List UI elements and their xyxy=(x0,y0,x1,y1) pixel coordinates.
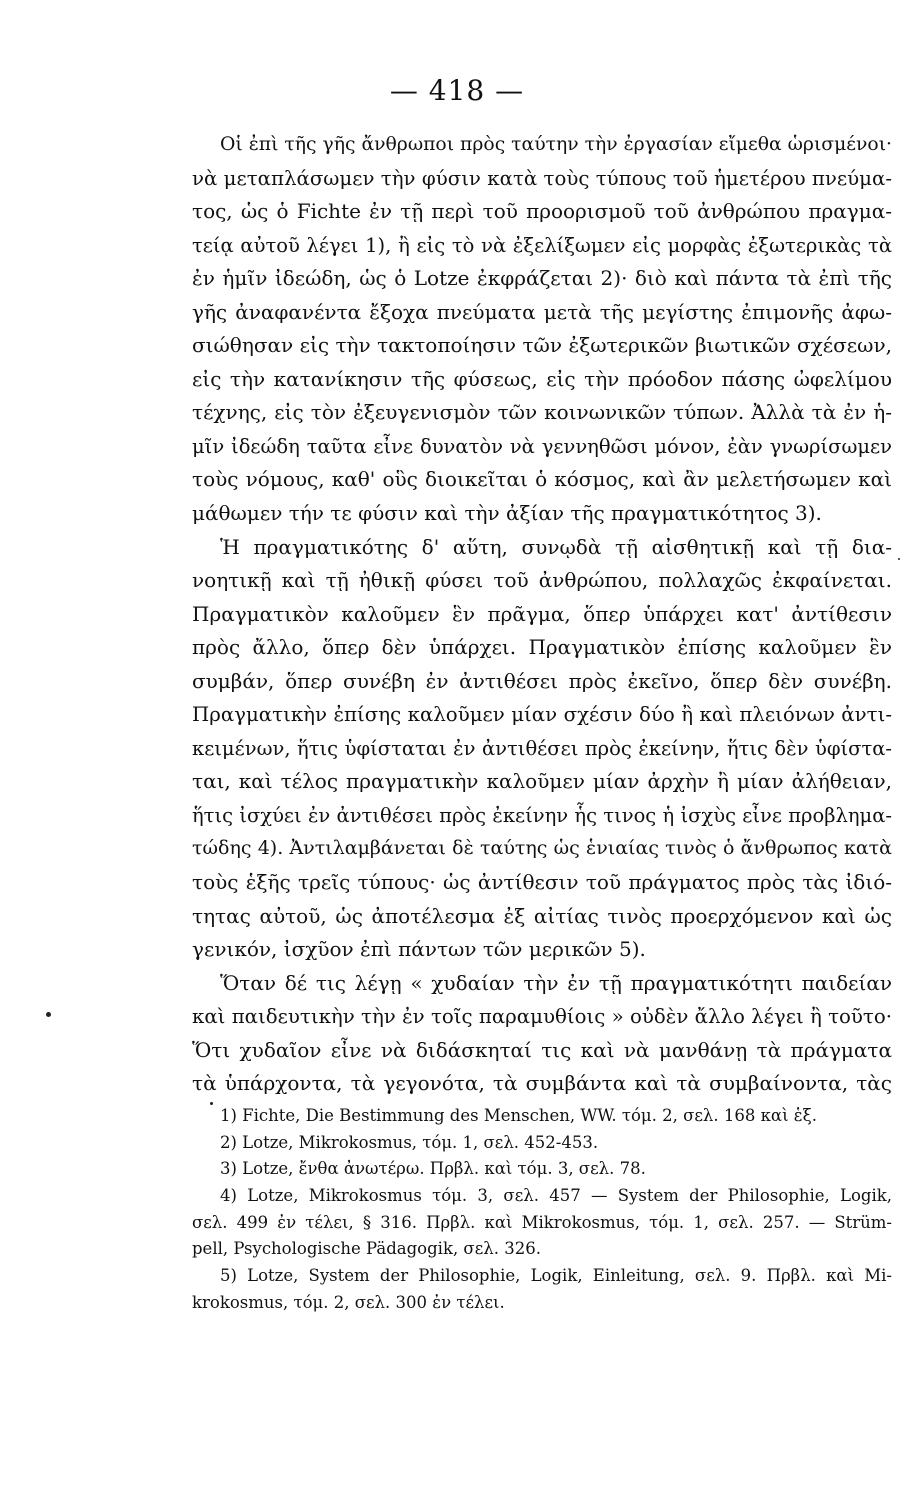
footnote-continuation: krokosmus, τόμ. 2, σελ. 300 ἐν τέλει. xyxy=(192,1292,505,1312)
text-line: κειμένων, ἥτις ὑφίσταται ἐν ἀντιθέσει πρὸς ἐκείνην, ἥτις δὲν ὑφίστα- xyxy=(192,736,892,760)
text-line: τώδης 4). Ἀντιλαμβάνεται δὲ ταύτης ὡς ἑνιαίας τινὸς ὁ ἄνθρωπος κατὰ xyxy=(192,837,892,860)
text-line: μῖν ἰδεώδη ταῦτα εἶνε δυνατὸν νὰ γεννηθῶσι μόνον, ἐὰν γνωρίσωμεν xyxy=(192,434,892,458)
body-text xyxy=(192,128,892,1101)
text-line: γῆς ἀναφανέντα ἔξοχα πνεύματα μετὰ τῆς μεγίστης ἐπιμονῆς ἀφω- xyxy=(192,299,892,324)
text-line: Ὅταν δέ τις λέγῃ « χυδαίαν τὴν ἐν τῇ πραγματικότητι παιδείαν xyxy=(220,970,892,995)
text-line: νοητικῇ καὶ τῇ ἠθικῇ φύσει τοῦ ἀνθρώπου, πολλαχῶς ἐκφαίνεται. xyxy=(192,568,892,593)
footnote: 2) Lotze, Mikrokosmus, τόμ. 1, σελ. 452-453. xyxy=(220,1132,599,1152)
footnote: 1) Fichte, Die Bestimmung des Menschen, WW. τόμ. 2, σελ. 168 καὶ ἑξ. xyxy=(220,1106,817,1125)
print-speck xyxy=(210,1102,213,1105)
footnote-continuation: σελ. 499 ἐν τέλει, § 316. Πρβλ. καὶ Mikrokosmus, τόμ. 1, σελ. 257. — Strüm- xyxy=(192,1212,892,1232)
text-line: τὰ ὑπάρχοντα, τὰ γεγονότα, τὰ συμβάντα καὶ τὰ συμβαίνοντα, τὰς xyxy=(192,1071,892,1096)
text-line: εἰς τὴν κατανίκησιν τῆς φύσεως, εἰς τὴν πρόοδον πάσης ὠφελίμου xyxy=(192,366,892,391)
text-line: ἥτις ἰσχύει ἐν ἀντιθέσει πρὸς ἐκείνην ἧς τινος ἡ ἰσχὺς εἶνε προβλημα- xyxy=(192,803,892,827)
footnotes xyxy=(192,1103,892,1317)
text-line: Ὅτι χυδαῖον εἶνε νὰ διδάσκηταί τις καὶ νὰ μανθάνῃ τὰ πράγματα xyxy=(192,1037,892,1062)
text-line: καὶ παιδευτικὴν τὴν ἐν τοῖς παραμυθίοις » οὐδὲν ἄλλο λέγει ἢ τοῦτο· xyxy=(192,1005,892,1029)
text-line: Ἡ πραγματικότης δ' αὕτη, συνῳδὰ τῇ αἰσθητικῇ καὶ τῇ δια- xyxy=(220,534,892,559)
text-line: Οἱ ἐπὶ τῆς γῆς ἄνθρωποι πρὸς ταύτην τὴν ἐργασίαν εἴμεθα ὡρισμένοι· xyxy=(220,134,892,155)
text-line: πρὸς ἄλλο, ὅπερ δὲν ὑπάρχει. Πραγματικὸν ἐπίσης καλοῦμεν ἓν xyxy=(192,635,892,660)
paragraph xyxy=(192,531,892,967)
footnote: 3) Lotze, ἔνθα ἀνωτέρω. Πρβλ. καὶ τόμ. 3, σελ. 78. xyxy=(220,1159,646,1179)
text-line: τος, ὡς ὁ Fichte ἐν τῇ περὶ τοῦ προορισμοῦ τοῦ ἀνθρώπου πραγμα- xyxy=(192,199,892,224)
text-line: Πραγματικὴν ἐπίσης καλοῦμεν μίαν σχέσιν δύο ἢ καὶ πλειόνων ἀντι- xyxy=(192,703,892,727)
text-line: ται, καὶ τέλος πραγματικὴν καλοῦμεν μίαν ἀρχὴν ἢ μίαν ἀλήθειαν, xyxy=(192,769,892,794)
paragraph xyxy=(192,967,892,1101)
text-line: τέχνης, εἰς τὸν ἐξευγενισμὸν τῶν κοινωνικῶν τύπων. Ἀλλὰ τὰ ἐν ἡ- xyxy=(192,400,892,425)
footnote: 5) Lotze, System der Philosophie, Logik, Einleitung, σελ. 9. Πρβλ. καὶ Mi- xyxy=(220,1266,892,1286)
text-line: τείᾳ αὐτοῦ λέγει 1), ἢ εἰς τὸ νὰ ἐξελίξωμεν εἰς μορφὰς ἐξωτερικὰς τὰ xyxy=(192,233,892,257)
text-line: Πραγματικὸν καλοῦμεν ἓν πρᾶγμα, ὅπερ ὑπάρχει κατ' ἀντίθεσιν xyxy=(192,601,892,626)
footnote: 4) Lotze, Mikrokosmus τόμ. 3, σελ. 457 — System der Philosophie, Logik, xyxy=(220,1186,892,1206)
page-number: — 418 — xyxy=(389,74,525,107)
text-line: τοὺς ἑξῆς τρεῖς τύπους· ὡς ἀντίθεσιν τοῦ πράγματος πρὸς τὰς ἰδιό- xyxy=(192,870,892,895)
paragraph xyxy=(192,128,892,531)
text-line: σιώθησαν εἰς τὴν τακτοποίησιν τῶν ἐξωτερικῶν βιωτικῶν σχέσεων, xyxy=(192,333,892,358)
text-line: συμβάν, ὅπερ συνέβη ἐν ἀντιθέσει πρὸς ἐκεῖνο, ὅπερ δὲν συνέβη. xyxy=(192,668,892,693)
footnote-continuation: pell, Psychologische Pädagogik, σελ. 326. xyxy=(192,1239,541,1259)
text-line: νὰ μεταπλάσωμεν τὴν φύσιν κατὰ τοὺς τύπους τοῦ ἡμετέρου πνεύμα- xyxy=(192,166,892,190)
print-speck xyxy=(46,1012,51,1017)
text-line: μάθωμεν τήν τε φύσιν καὶ τὴν ἀξίαν τῆς πραγματικότητος 3). xyxy=(192,501,822,526)
text-line: ἐν ἡμῖν ἰδεώδη, ὡς ὁ Lotze ἐκφράζεται 2)· διὸ καὶ πάντα τὰ ἐπὶ τῆς xyxy=(192,266,892,291)
text-line: τητας αὐτοῦ, ὡς ἀποτέλεσμα ἐξ αἰτίας τινὸς προερχόμενον καὶ ὡς xyxy=(192,903,892,928)
text-line: τοὺς νόμους, καθ' οὓς διοικεῖται ὁ κόσμος, καὶ ἂν μελετήσωμεν καὶ xyxy=(192,467,892,492)
print-speck xyxy=(898,558,900,560)
text-line: γενικόν, ἰσχῦον ἐπὶ πάντων τῶν μερικῶν 5). xyxy=(192,937,646,962)
